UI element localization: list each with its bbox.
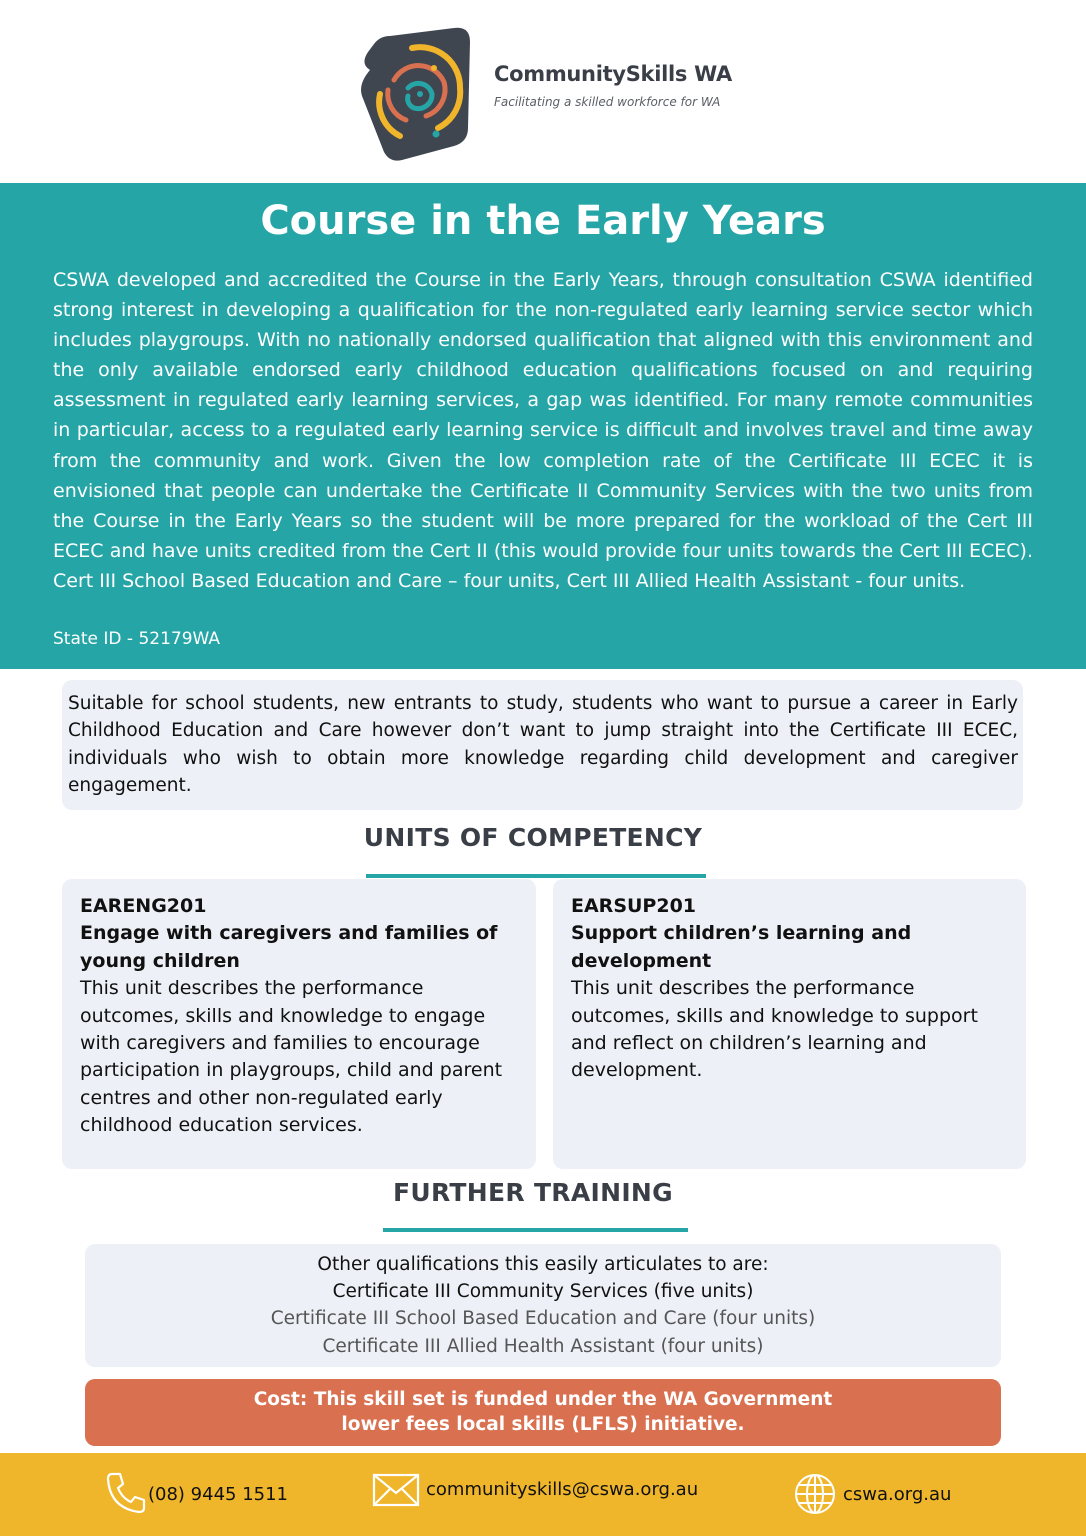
unit-code: EARENG201: [80, 895, 207, 917]
unit-content: [80, 893, 525, 1140]
page-title: Course in the Early Years: [260, 198, 826, 244]
unit-name: Support children’s learning and development: [571, 922, 912, 972]
globe-icon: [794, 1473, 836, 1515]
further-training-underline: [383, 1228, 688, 1232]
further-training-list: [85, 1251, 1001, 1360]
state-id: State ID - 52179WA: [53, 629, 221, 649]
units-heading: UNITS OF COMPETENCY: [363, 823, 703, 852]
qualification-item: Certificate III School Based Education and Care (four units): [270, 1308, 816, 1330]
email-link[interactable]: communityskills@cswa.org.au: [426, 1479, 699, 1500]
phone-icon: [104, 1470, 148, 1514]
suitable-text: Suitable for school students, new entrants to study, students who want to pursue a career in Early Childhood Education and Care however don’t want to jump straight into the Certificate III ECEC, individuals who wish to obtain more knowledge regarding child development and caregiver engagement.: [68, 693, 1018, 797]
website-link[interactable]: cswa.org.au: [843, 1484, 952, 1505]
intro-paragraph: CSWA developed and accredited the Course in the Early Years, through consultation CSWA identified strong interest in developing a qualification for the non-regulated early learning service sector which includes playgroups. With no nationally endorsed qualification that aligned with this environment and the only available endorsed early childhood education qualifications focused on and requiring assessment in regulated early learning services, a gap was identified. For many remote communities in particular, access to a regulated early learning service is difficult and involves travel and time away from the community and work. Given the low completion rate of the Certificate III ECEC it is envisioned that people can undertake the Certificate II Community Services with the two units from the Course in the Early Years so the student will be more prepared for the workload of the Cert III ECEC and have units credited from the Cert II (this would provide four units towards the Cert III ECEC). Cert III School Based Education and Care – four units, Cert III Allied Health Assistant - four units.: [53, 269, 1033, 592]
unit-description: This unit describes the performance outcomes, skills and knowledge to engage with caregivers and families to encourage participation in playgroups, child and parent centres and other non-regulated early childhood education services.: [80, 977, 503, 1137]
spiral-logo-icon: [356, 18, 472, 162]
brand-tagline: Facilitating a skilled workforce for WA: [494, 95, 721, 109]
email-icon: [372, 1473, 420, 1507]
cost-text: [85, 1387, 1001, 1437]
unit-description: This unit describes the performance outcomes, skills and knowledge to support and reflect on children’s learning and development.: [571, 977, 978, 1082]
unit-code: EARSUP201: [571, 895, 697, 917]
qualification-item: Certificate III Community Services (five units): [332, 1281, 754, 1303]
cost-line: lower fees local skills (LFLS) initiative.: [341, 1414, 745, 1435]
qualification-item: Certificate III Allied Health Assistant (four units): [322, 1335, 764, 1357]
cost-line: Cost: This skill set is funded under the WA Government: [253, 1389, 833, 1410]
units-heading-underline: [366, 874, 706, 878]
brand-name: CommunitySkills WA: [494, 62, 732, 86]
further-training-intro: Other qualifications this easily articulates to are:: [317, 1254, 769, 1275]
unit-name: Engage with caregivers and families of young children: [80, 922, 498, 972]
unit-content: [571, 893, 1011, 1085]
phone-link[interactable]: (08) 9445 1511: [148, 1484, 289, 1505]
further-training-heading: FURTHER TRAINING: [393, 1178, 673, 1207]
